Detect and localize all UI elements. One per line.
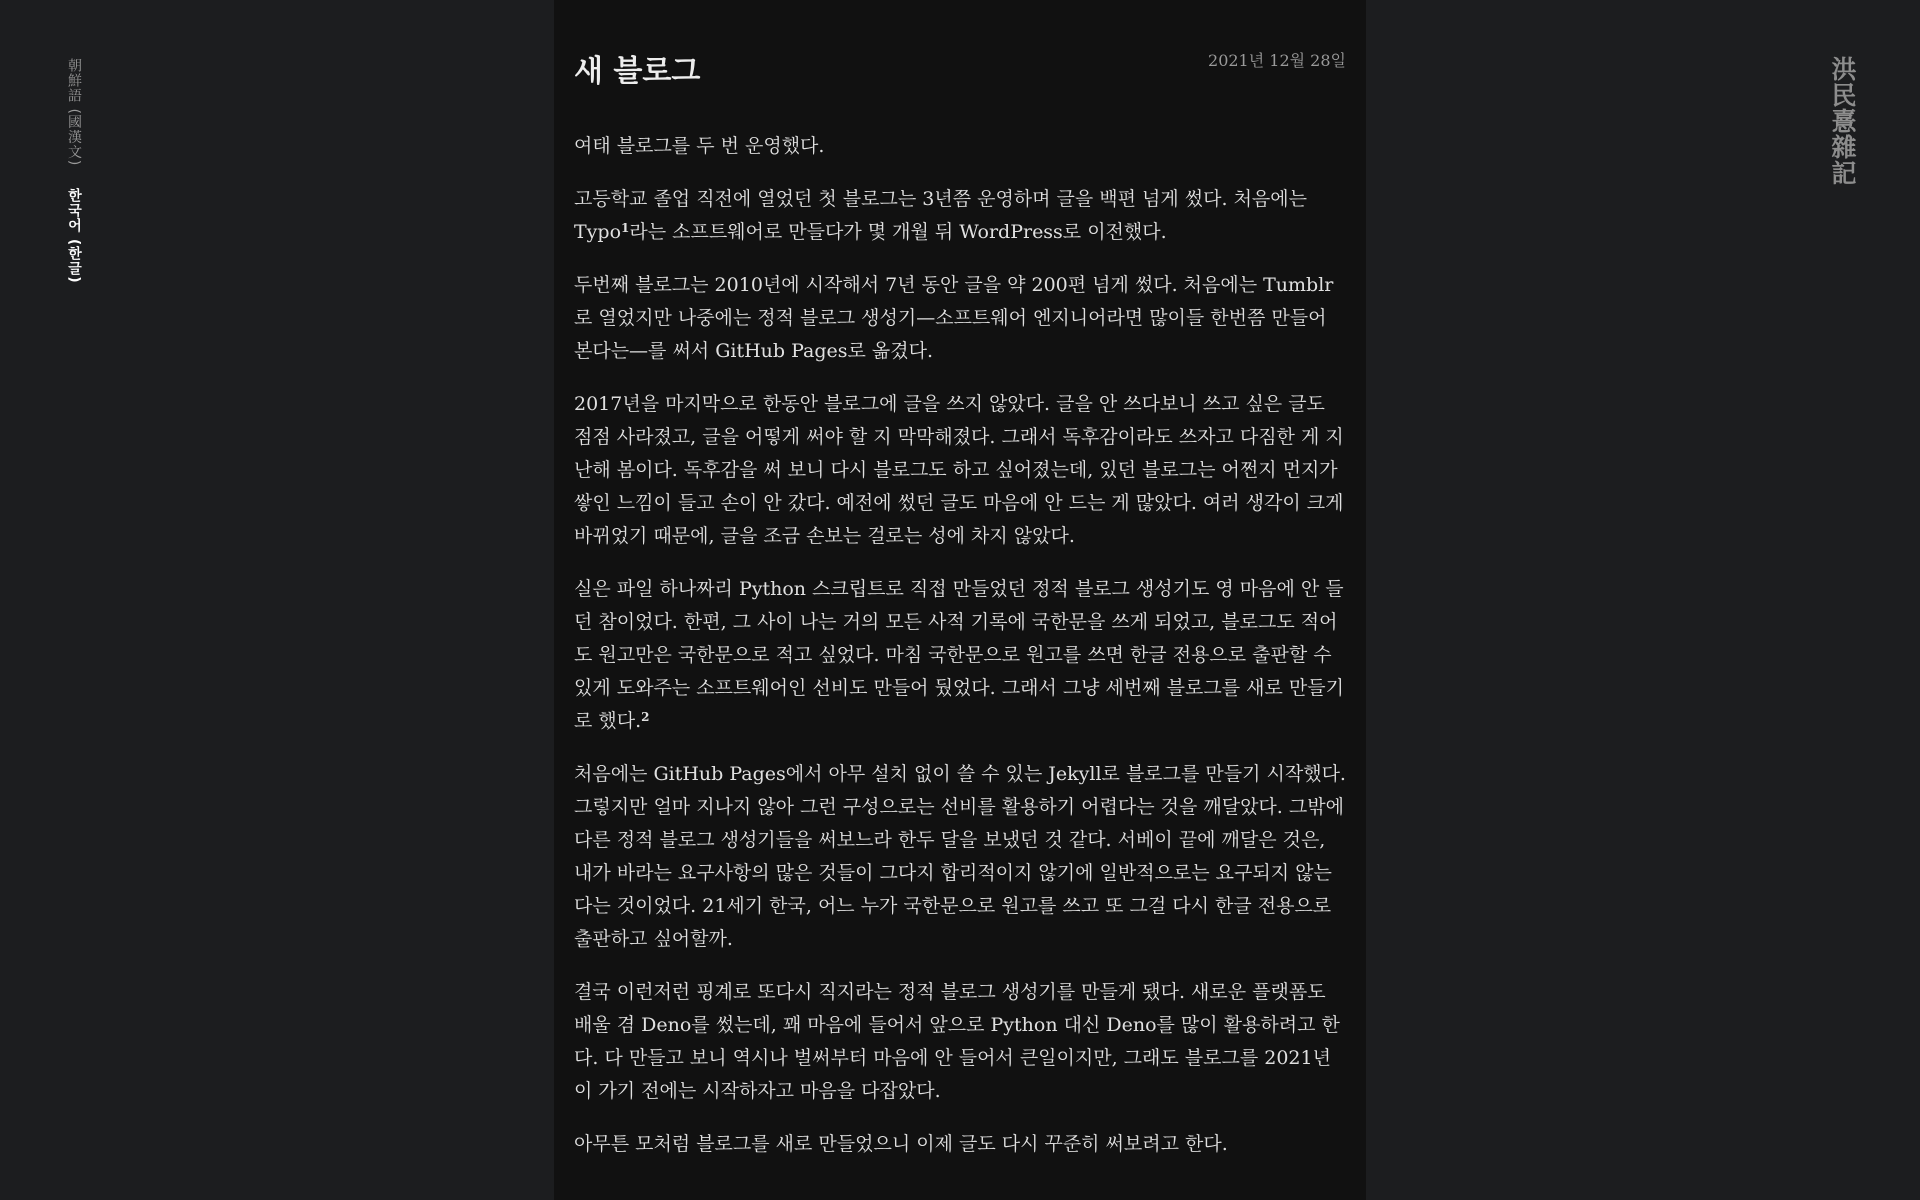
post-title: 새 블로그 bbox=[574, 54, 701, 89]
paragraph-4: 2017년을 마지막으로 한동안 블로그에 글을 쓰지 않았다. 글을 안 쓰다보니 쓰고 싶은 글도 점점 사라졌고, 글을 어떻게 써야 할 지 막막해졌다. 그래서 독후감이라도 쓰자고 다짐한 게 지난해 봄이다. 독후감을 써 보니 다시 블로그도 하고 싶어졌는데, 있던 블로그는 어쩐지 먼지가 쌓인 느낌이 들고 손이 안 갔다. 예전에 썼던 글도 마음에 안 드는 게 많았다. 여러 생각이 크게 바뀌었기 때문에, 글을 조금 손보는 걸로는 성에 차지 않았다. bbox=[574, 393, 1344, 547]
site-title[interactable]: 洪民憙雜記 bbox=[1828, 56, 1857, 186]
post-date: 2021년 12월 28일 bbox=[1208, 51, 1346, 70]
footnote-ref-2[interactable]: 2 bbox=[641, 710, 650, 724]
language-link-hangul[interactable]: 한국어 (한글) bbox=[66, 188, 82, 285]
footnote-ref-1[interactable]: 1 bbox=[621, 221, 630, 235]
paragraph-2-text: 고등학교 졸업 직전에 열었던 첫 블로그는 3년쯤 운영하며 글을 백편 넘게 썼다. 처음에는 Typo bbox=[574, 188, 1307, 243]
paragraph-2 bbox=[574, 183, 1346, 249]
language-nav bbox=[60, 58, 88, 284]
paragraph-5-text: 실은 파일 하나짜리 Python 스크립트로 직접 만들었던 정적 블로그 생성기도 영 마음에 안 들던 참이었다. 한편, 그 사이 나는 거의 모든 사적 기록에 국한문을 쓰게 되었고, 블로그도 적어도 원고만은 국한문으로 적고 싶었다. 마침 국한문으로 원고를 쓰면 한글 전용으로 출판할 수 있게 도와주는 소프트웨어인 선비도 만들어 뒀었다. 그래서 그냥 세번째 블로그를 새로 만들기로 했다. bbox=[574, 578, 1344, 732]
paragraph-1: 여태 블로그를 두 번 운영했다. bbox=[574, 135, 825, 157]
paragraph-7: 결국 이런저런 핑계로 또다시 직지라는 정적 블로그 생성기를 만들게 됐다. 새로운 플랫폼도 배울 겸 Deno를 썼는데, 꽤 마음에 들어서 앞으로 Python 대신 Deno를 많이 활용하려고 한다. 다 만들고 보니 역시나 벌써부터 마음에 안 들어서 큰일이지만, 그래도 블로그를 2021년이 가기 전에는 시작하자고 마음을 다잡았다. bbox=[574, 981, 1340, 1102]
paragraph-6: 처음에는 GitHub Pages에서 아무 설치 없이 쓸 수 있는 Jekyll로 블로그를 만들기 시작했다. 그렇지만 얼마 지나지 않아 그런 구성으로는 선비를 활용하기 어렵다는 것을 깨달았다. 그밖에 다른 정적 블로그 생성기들을 써보느라 한두 달을 보냈던 것 같다. 서베이 끝에 깨달은 것은, 내가 바라는 요구사항의 많은 것들이 그다지 합리적이지 않기에 일반적으로는 요구되지 않는다는 것이었다. 21세기 한국, 어느 누가 국한문으로 원고를 쓰고 또 그걸 다시 한글 전용으로 출판하고 싶어할까. bbox=[574, 763, 1346, 950]
post-header bbox=[574, 50, 1346, 130]
paragraph-5 bbox=[574, 573, 1346, 738]
language-link-gukhanmun[interactable]: 朝鮮語 (國漢文) bbox=[66, 58, 82, 167]
post-body bbox=[574, 130, 1346, 1161]
article bbox=[554, 0, 1366, 1200]
paragraph-2-rest: 라는 소프트웨어로 만들다가 몇 개월 뒤 WordPress로 이전했다. bbox=[629, 221, 1167, 243]
paragraph-8: 아무튼 모처럼 블로그를 새로 만들었으니 이제 글도 다시 꾸준히 써보려고 한다. bbox=[574, 1133, 1228, 1155]
paragraph-3: 두번째 블로그는 2010년에 시작해서 7년 동안 글을 약 200편 넘게 썼다. 처음에는 Tumblr로 열었지만 나중에는 정적 블로그 생성기—소프트웨어 엔지니어라면 많이들 한번쯤 만들어 본다는—를 써서 GitHub Pages로 옮겼다. bbox=[574, 274, 1334, 362]
